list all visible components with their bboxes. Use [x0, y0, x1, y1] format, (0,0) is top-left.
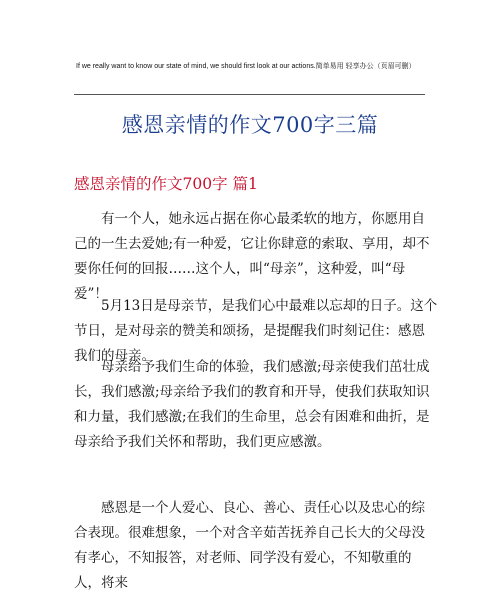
- document-title: 感恩亲情的作文700字三篇: [121, 113, 379, 137]
- paragraph-text: 母亲给予我们生命的体验，我们感激;母亲使我们茁壮成长，我们感激;母亲给予我们的教育和开导，使我们获取知识和力量，我们感激;在我们的生命里，总会有困难和曲折，是母亲给予我们关怀和帮助，我们更应感激。: [74, 359, 430, 450]
- paragraph-3: [74, 355, 438, 455]
- paragraph-4: [74, 496, 438, 596]
- paragraph-text: 有一个人，她永远占据在你心最柔软的地方，你愿用自己的一生去爱她;有一种爱，它让你肆意的索取、享用，却不要你任何的回报……这个人，叫“母亲”，这种爱，叫“母爱”！: [74, 211, 430, 302]
- paragraph-text: 5月13日是母亲节，是我们心中最难以忘却的日子。这个节日，是对母亲的赞美和颂扬，是提醒我们时刻记住：感恩我们的母亲。: [74, 298, 438, 364]
- section-heading: 感恩亲情的作文700字 篇1: [74, 175, 258, 193]
- paragraph-1: [74, 207, 438, 307]
- paragraph-text: 感恩是一个人爱心、良心、善心、责任心以及忠心的综合表现。很难想象，一个对含辛茹苦抚养自己长大的父母没有孝心，不知报答，对老师、同学没有爱心，不知敬重的人，将来: [74, 500, 425, 591]
- header-divider: [74, 94, 425, 95]
- page-header: If we really want to know our state of mind, we should first look at our actions.简单易用 轻享办公（页眉可删）: [76, 63, 416, 70]
